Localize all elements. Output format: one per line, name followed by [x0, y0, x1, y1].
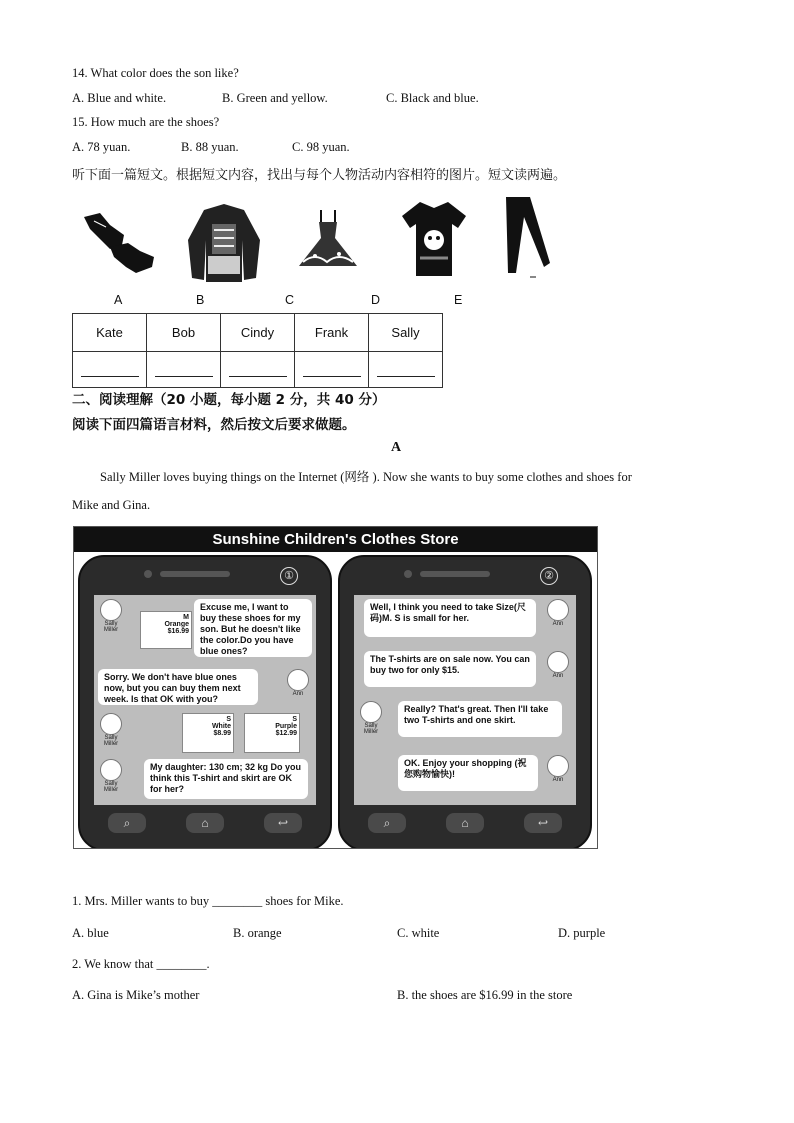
listening-instruction: 听下面一篇短文。根据短文内容，找出与每个人物活动内容相符的图片。短文读两遍。 [72, 168, 567, 183]
avatar: Sally Miller [97, 759, 125, 793]
answer-blank-cindy[interactable] [221, 352, 295, 388]
store-chat-image [73, 526, 598, 849]
skirt-item: S Purple $12.99 [244, 713, 300, 753]
jacket-icon [184, 200, 264, 285]
back-icon: ↩ [524, 813, 562, 833]
picture-letter-c: C [285, 293, 295, 307]
option-2a: A. Gina is Mike’s mother [72, 988, 200, 1002]
chat-bubble: OK. Enjoy your shopping (祝您购物愉快)! [398, 755, 538, 791]
avatar: Ann [284, 669, 312, 703]
chat-bubble: My daughter: 130 cm; 32 kg Do you think this T-shirt and skirt are OK for her? [144, 759, 308, 799]
picture-letter-b: B [196, 293, 205, 307]
search-icon: ⌕ [108, 813, 146, 833]
option-1d: D. purple [558, 926, 606, 940]
camera-icon [404, 570, 412, 578]
question-14: 14. What color does the son like? [72, 66, 239, 80]
chat-bubble: Well, I think you need to take Size(尺码)M. S is small for her. [364, 599, 536, 637]
intro-line-2: Mike and Gina. [72, 498, 151, 512]
option-1c: C. white [397, 926, 440, 940]
name-cindy: Cindy [221, 314, 295, 352]
intro-line-1: Sally Miller loves buying things on the Internet (网络 ). Now she wants to buy some clothes and shoes for [100, 470, 632, 484]
option-15b: B. 88 yuan. [181, 140, 239, 154]
chat-bubble: Sorry. We don't have blue ones now, but you can buy them next week. Is that OK with you? [98, 669, 258, 705]
search-icon: ⌕ [368, 813, 406, 833]
option-15c: C. 98 yuan. [292, 140, 350, 154]
soccer-shoes-icon [80, 205, 158, 280]
picture-letter-d: D [371, 293, 381, 307]
phone-2 [338, 555, 592, 849]
back-icon: ↩ [264, 813, 302, 833]
question-15: 15. How much are the shoes? [72, 115, 220, 129]
phone-number-2: ② [540, 567, 558, 585]
tshirt-icon [400, 198, 468, 278]
picture-letter-a: A [114, 293, 123, 307]
phone-1-screen [94, 595, 316, 805]
avatar: Ann [544, 651, 572, 685]
name-kate: Kate [73, 314, 147, 352]
avatar: Sally Miller [357, 701, 385, 735]
section-title: 二、阅读理解（20 小题，每小题 2 分，共 40 分） [72, 392, 386, 408]
answer-table [72, 313, 443, 388]
trousers-icon [500, 193, 554, 283]
home-icon: ⌂ [446, 813, 484, 833]
avatar: Sally Miller [97, 599, 125, 633]
phone-nav-bar [94, 811, 316, 839]
name-sally: Sally [369, 314, 443, 352]
answer-blank-sally[interactable] [369, 352, 443, 388]
phone-2-screen [354, 595, 576, 805]
store-title: Sunshine Children's Clothes Store [74, 527, 597, 552]
phone-1 [78, 555, 332, 849]
option-14a: A. Blue and white. [72, 91, 167, 105]
name-frank: Frank [295, 314, 369, 352]
shoe-item: M Orange $16.99 [140, 611, 192, 649]
home-icon: ⌂ [186, 813, 224, 833]
chat-bubble: Really? That's great. Then I'll take two T-shirts and one skirt. [398, 701, 562, 737]
camera-icon [144, 570, 152, 578]
avatar: Ann [544, 755, 572, 789]
question-1: 1. Mrs. Miller wants to buy ________ shoes for Mike. [72, 894, 344, 908]
option-15a: A. 78 yuan. [72, 140, 131, 154]
option-1a: A. blue [72, 926, 109, 940]
picture-letter-e: E [454, 293, 463, 307]
option-1b: B. orange [233, 926, 282, 940]
passage-label: A [391, 440, 402, 455]
speaker-icon [420, 571, 490, 577]
question-2: 2. We know that ________. [72, 957, 210, 971]
answer-blank-bob[interactable] [147, 352, 221, 388]
speaker-icon [160, 571, 230, 577]
answer-blank-frank[interactable] [295, 352, 369, 388]
phone-nav-bar [354, 811, 576, 839]
answer-blank-kate[interactable] [73, 352, 147, 388]
avatar: Ann [544, 599, 572, 633]
option-14b: B. Green and yellow. [222, 91, 328, 105]
phone-number-1: ① [280, 567, 298, 585]
option-14c: C. Black and blue. [386, 91, 479, 105]
dress-icon [295, 208, 361, 274]
tshirt-item: S White $8.99 [182, 713, 234, 753]
avatar: Sally Miller [97, 713, 125, 747]
section-instruction: 阅读下面四篇语言材料，然后按文后要求做题。 [72, 417, 356, 433]
option-2b: B. the shoes are $16.99 in the store [397, 988, 573, 1002]
chat-bubble: The T-shirts are on sale now. You can buy two for only $15. [364, 651, 536, 687]
chat-bubble: Excuse me, I want to buy these shoes for my son. But he doesn't like the color.Do you have blue ones? [194, 599, 312, 657]
name-bob: Bob [147, 314, 221, 352]
